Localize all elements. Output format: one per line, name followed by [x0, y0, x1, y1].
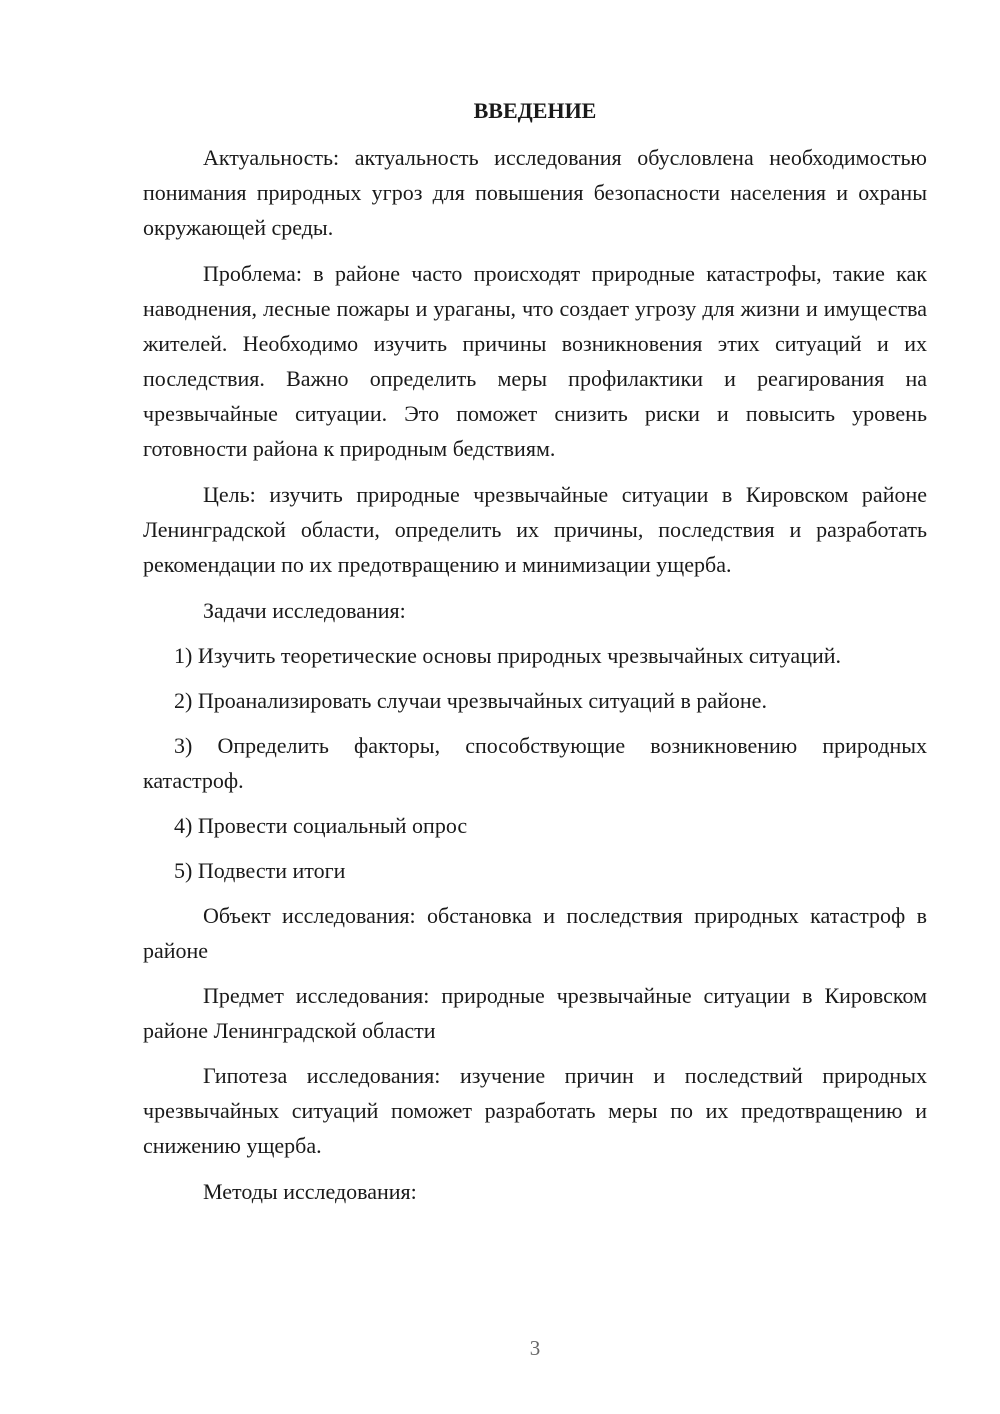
paragraph-goal: Цель: изучить природные чрезвычайные ситуации в Кировском районе Ленинградской области, определить их причины, последствия и разработать рекомендации по их предотвращению и минимизации ущерба.	[143, 482, 927, 577]
paragraph-object: Объект исследования: обстановка и последствия природных катастроф в районе	[143, 903, 927, 963]
paragraph-relevance: Актуальность: актуальность исследования обусловлена необходимостью понимания природных угроз для повышения безопасности населения и охраны окружающей среды.	[143, 145, 927, 240]
task-item-1: 1) Изучить теоретические основы природных чрезвычайных ситуаций.	[174, 643, 842, 668]
task-item-5: 5) Подвести итоги	[174, 858, 346, 883]
task-item-4: 4) Провести социальный опрос	[174, 813, 468, 838]
paragraph-methods-heading: Методы исследования:	[203, 1179, 417, 1204]
paragraph-tasks-heading: Задачи исследования:	[203, 598, 406, 623]
paragraph-subject: Предмет исследования: природные чрезвычайные ситуации в Кировском районе Ленинградской области	[143, 983, 927, 1043]
paragraph-problem: Проблема: в районе часто происходят природные катастрофы, такие как наводнения, лесные пожары и ураганы, что создает угрозу для жизни и имущества жителей. Необходимо изучить причины возникновения этих ситуаций и их последствия. Важно определить меры профилактики и реагирования на чрезвычайные ситуации. Это поможет снизить риски и повысить уровень готовности района к природным бедствиям.	[143, 261, 927, 461]
section-title: ВВЕДЕНИЕ	[473, 98, 597, 123]
task-item-3: 3) Определить факторы, способствующие возникновению природных катастроф.	[143, 733, 927, 793]
paragraph-hypothesis: Гипотеза исследования: изучение причин и последствий природных чрезвычайных ситуаций поможет разработать меры по их предотвращению и снижению ущерба.	[143, 1063, 927, 1158]
task-item-2: 2) Проанализировать случаи чрезвычайных ситуаций в районе.	[174, 688, 767, 713]
page-content	[143, 96, 927, 1209]
page-number: 3	[529, 1336, 541, 1360]
